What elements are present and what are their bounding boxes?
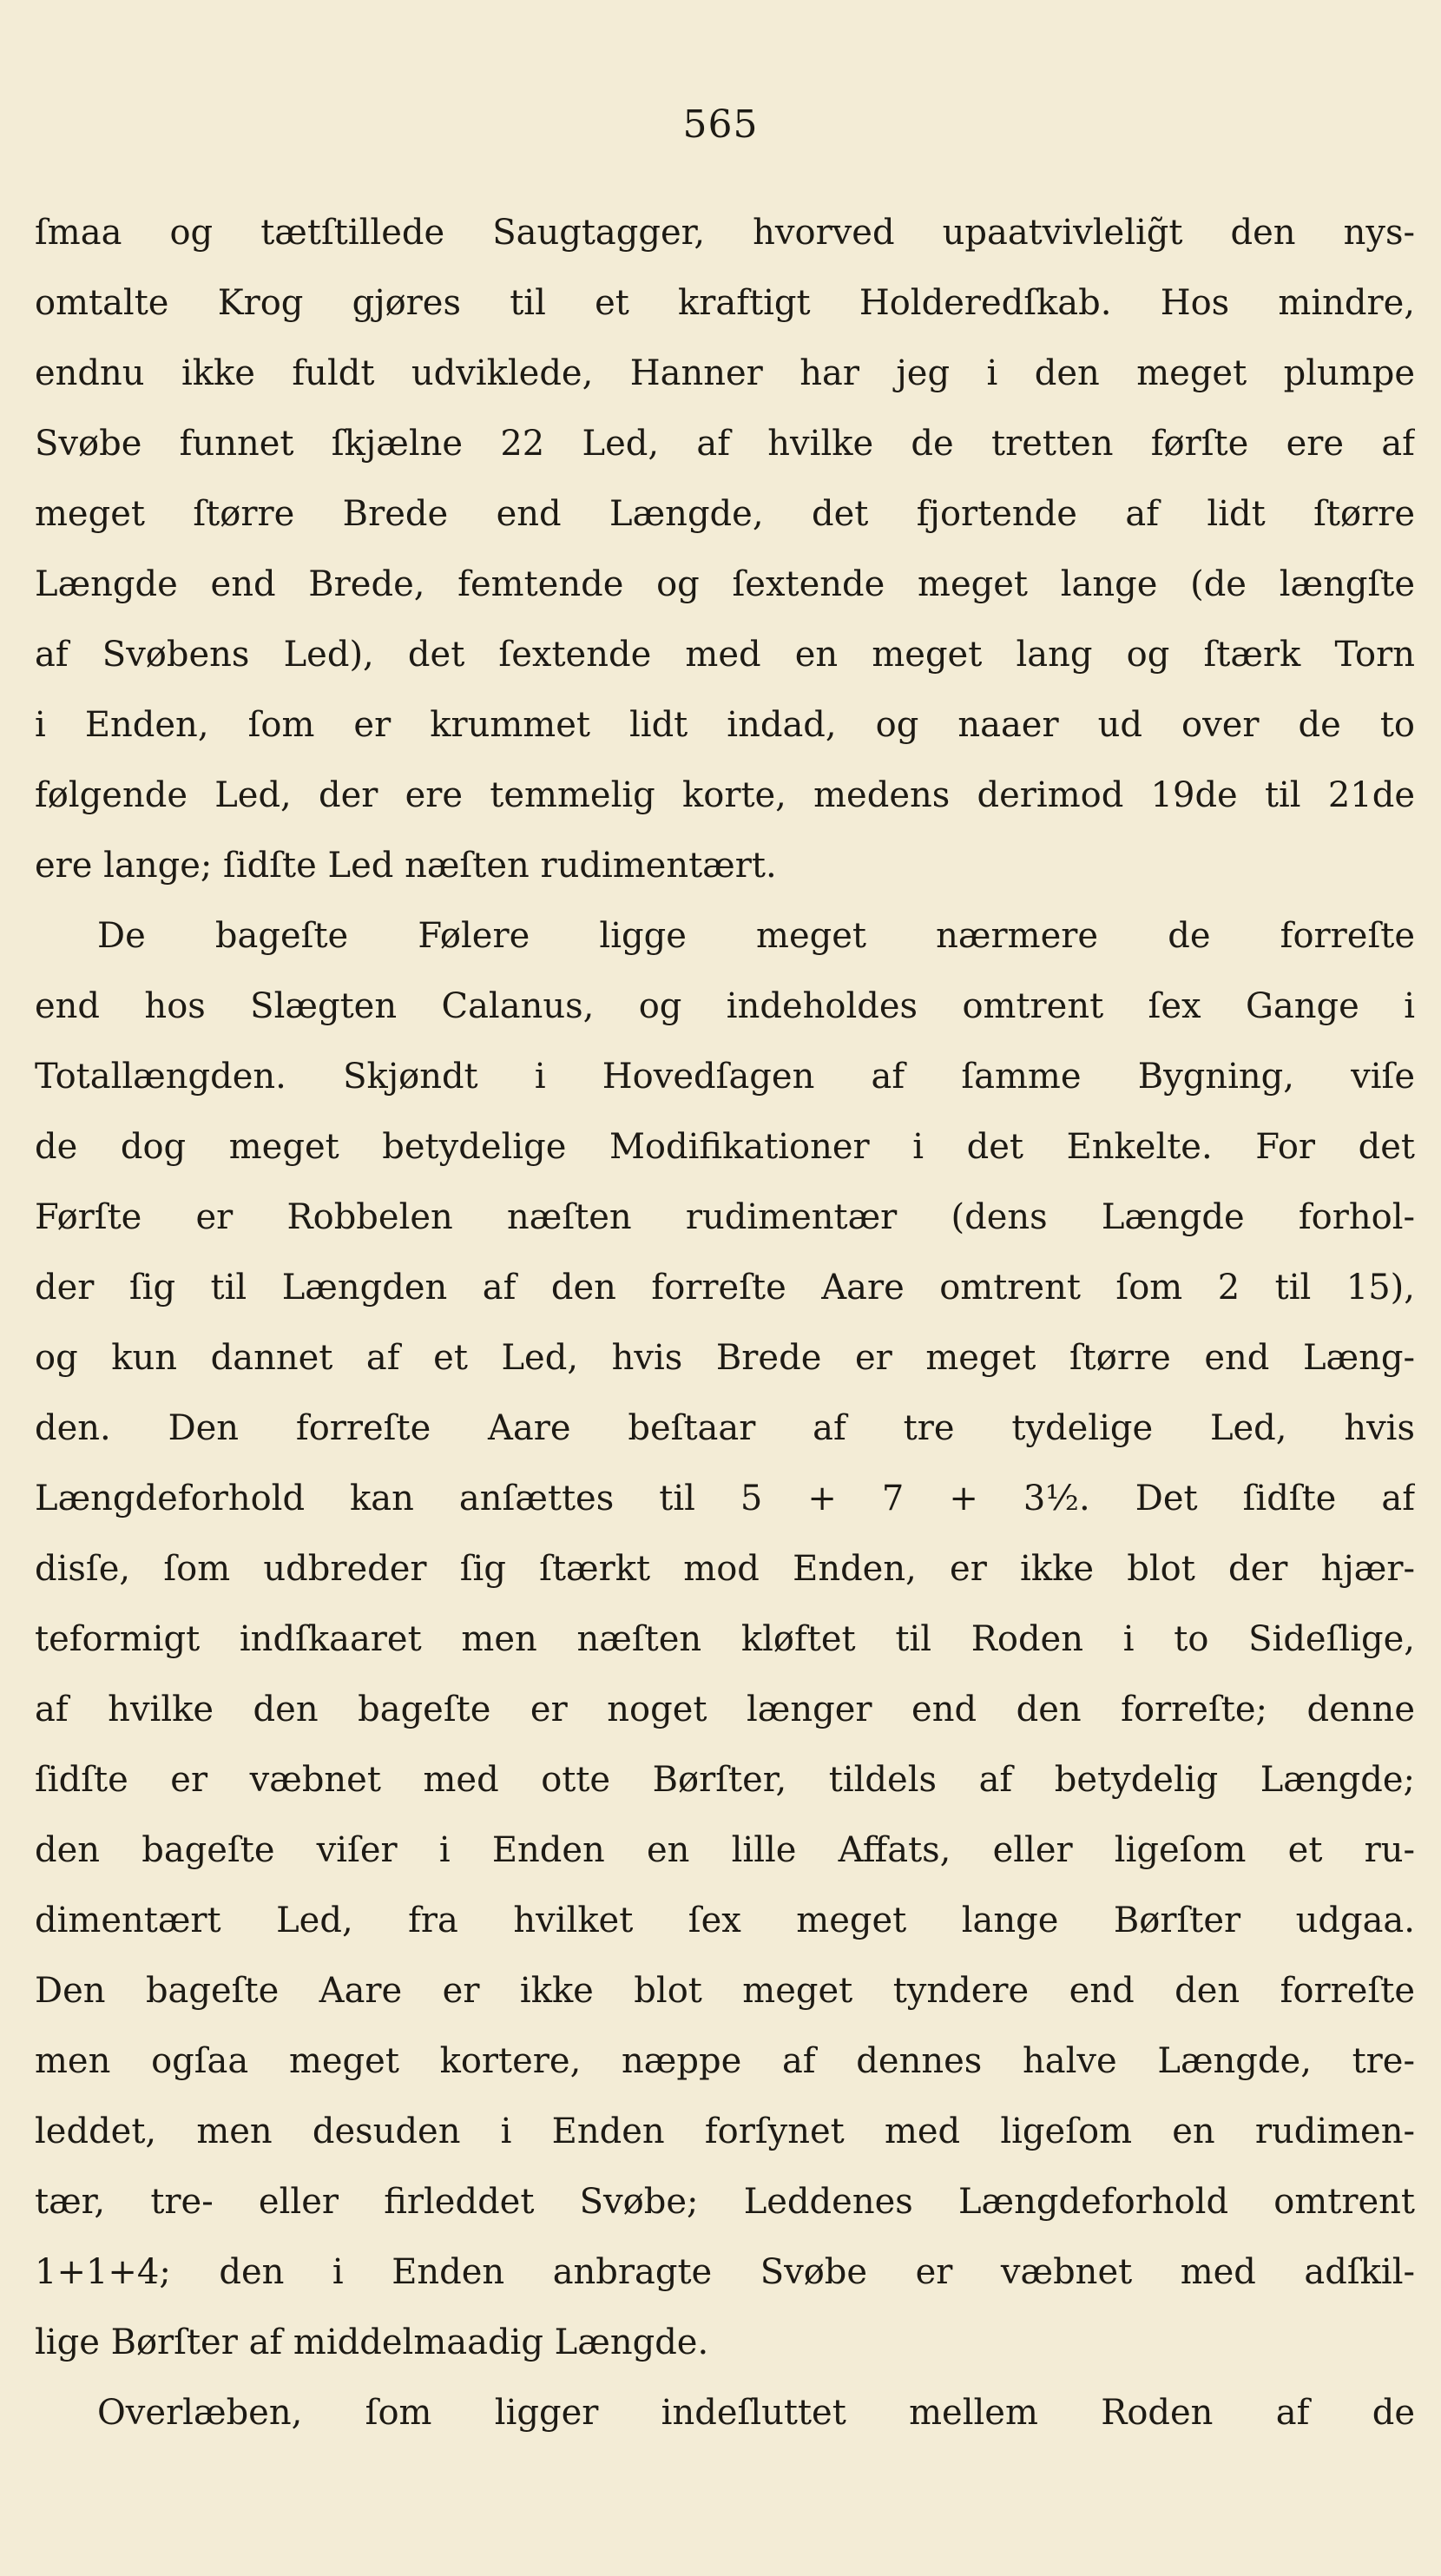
text-line: Førſte er Robbelen næſten rudimentær (dens Længde forhol- <box>35 1197 1415 1237</box>
text-line: lige Børſter af middelmaadig Længde. <box>35 2322 709 2362</box>
text-line: teformigt indſkaaret men næſten kløftet til Roden i to Sideſlige, <box>35 1619 1415 1659</box>
text-line: Svøbe funnet ſkjælne 22 Led, af hvilke de tretten førſte ere af <box>35 424 1415 464</box>
text-line: men ogſaa meget kortere, næppe af dennes halve Længde, tre- <box>35 2041 1415 2081</box>
text-line: Længdeforhold kan anſættes til 5 + 7 + 3½. Det ſidſte af <box>35 1479 1415 1519</box>
text-line: Overlæben, ſom ligger indeſluttet mellem Roden af de <box>97 2393 1415 2433</box>
text-line: De bageſte Følere ligge meget nærmere de forreſte <box>97 916 1415 956</box>
text-line: den bageſte viſer i Enden en lille Affats, eller ligeſom et ru- <box>35 1830 1415 1870</box>
text-line: Den bageſte Aare er ikke blot meget tyndere end den forreſte <box>35 1971 1415 2011</box>
text-line: ſidſte er væbnet med otte Børſter, tildels af betydelig Længde; <box>35 1760 1415 1800</box>
text-line: af Svøbens Led), det ſextende med en meget lang og ſtærk Torn <box>35 635 1415 675</box>
text-line: Længde end Brede, femtende og ſextende meget lange (de længſte <box>35 564 1415 604</box>
text-line: disſe, ſom udbreder ſig ſtærkt mod Enden, er ikke blot der hjær- <box>35 1549 1415 1589</box>
text-line: end hos Slægten Calanus, og indeholdes omtrent ſex Gange i <box>35 986 1415 1026</box>
text-line: 1+1+4; den i Enden anbragte Svøbe er væbnet med adſkil- <box>35 2252 1415 2292</box>
page-number: 565 <box>682 102 759 147</box>
text-line: tær, tre- eller firleddet Svøbe; Leddenes Længdeforhold omtrent <box>35 2182 1415 2222</box>
text-line: der ſig til Længden af den forreſte Aare omtrent ſom 2 til 15), <box>35 1268 1415 1308</box>
text-line: meget ſtørre Brede end Længde, det fjortende af lidt ſtørre <box>35 494 1415 534</box>
text-line: og kun dannet af et Led, hvis Brede er meget ſtørre end Læng- <box>35 1338 1415 1378</box>
text-line: den. Den forreſte Aare beſtaar af tre tydelige Led, hvis <box>35 1408 1415 1448</box>
text-line: følgende Led, der ere temmelig korte, medens derimod 19de til 21de <box>35 775 1415 815</box>
text-line: af hvilke den bageſte er noget længer end den forreſte; denne <box>35 1690 1415 1729</box>
text-line: endnu ikke fuldt udviklede, Hanner har jeg i den meget plumpe <box>35 353 1415 393</box>
text-line: ſmaa og tætſtillede Saugtagger, hvorved upaatvivlelig̃t den nys- <box>35 213 1415 253</box>
text-line: de dog meget betydelige Modifikationer i det Enkelte. For det <box>35 1127 1415 1167</box>
body-text <box>35 198 1415 2448</box>
text-line: ere lange; ſidſte Led næſten rudimentært. <box>35 846 777 886</box>
text-line: omtalte Krog gjøres til et kraftigt Holderedſkab. Hos mindre, <box>35 283 1415 323</box>
text-line: leddet, men desuden i Enden forſynet med ligeſom en rudimen- <box>35 2112 1415 2151</box>
text-line: i Enden, ſom er krummet lidt indad, og naaer ud over de to <box>35 705 1415 745</box>
text-line: dimentært Led, fra hvilket ſex meget lange Børſter udgaa. <box>35 1901 1415 1940</box>
text-line: Totallængden. Skjøndt i Hovedſagen af ſamme Bygning, viſe <box>35 1057 1415 1097</box>
